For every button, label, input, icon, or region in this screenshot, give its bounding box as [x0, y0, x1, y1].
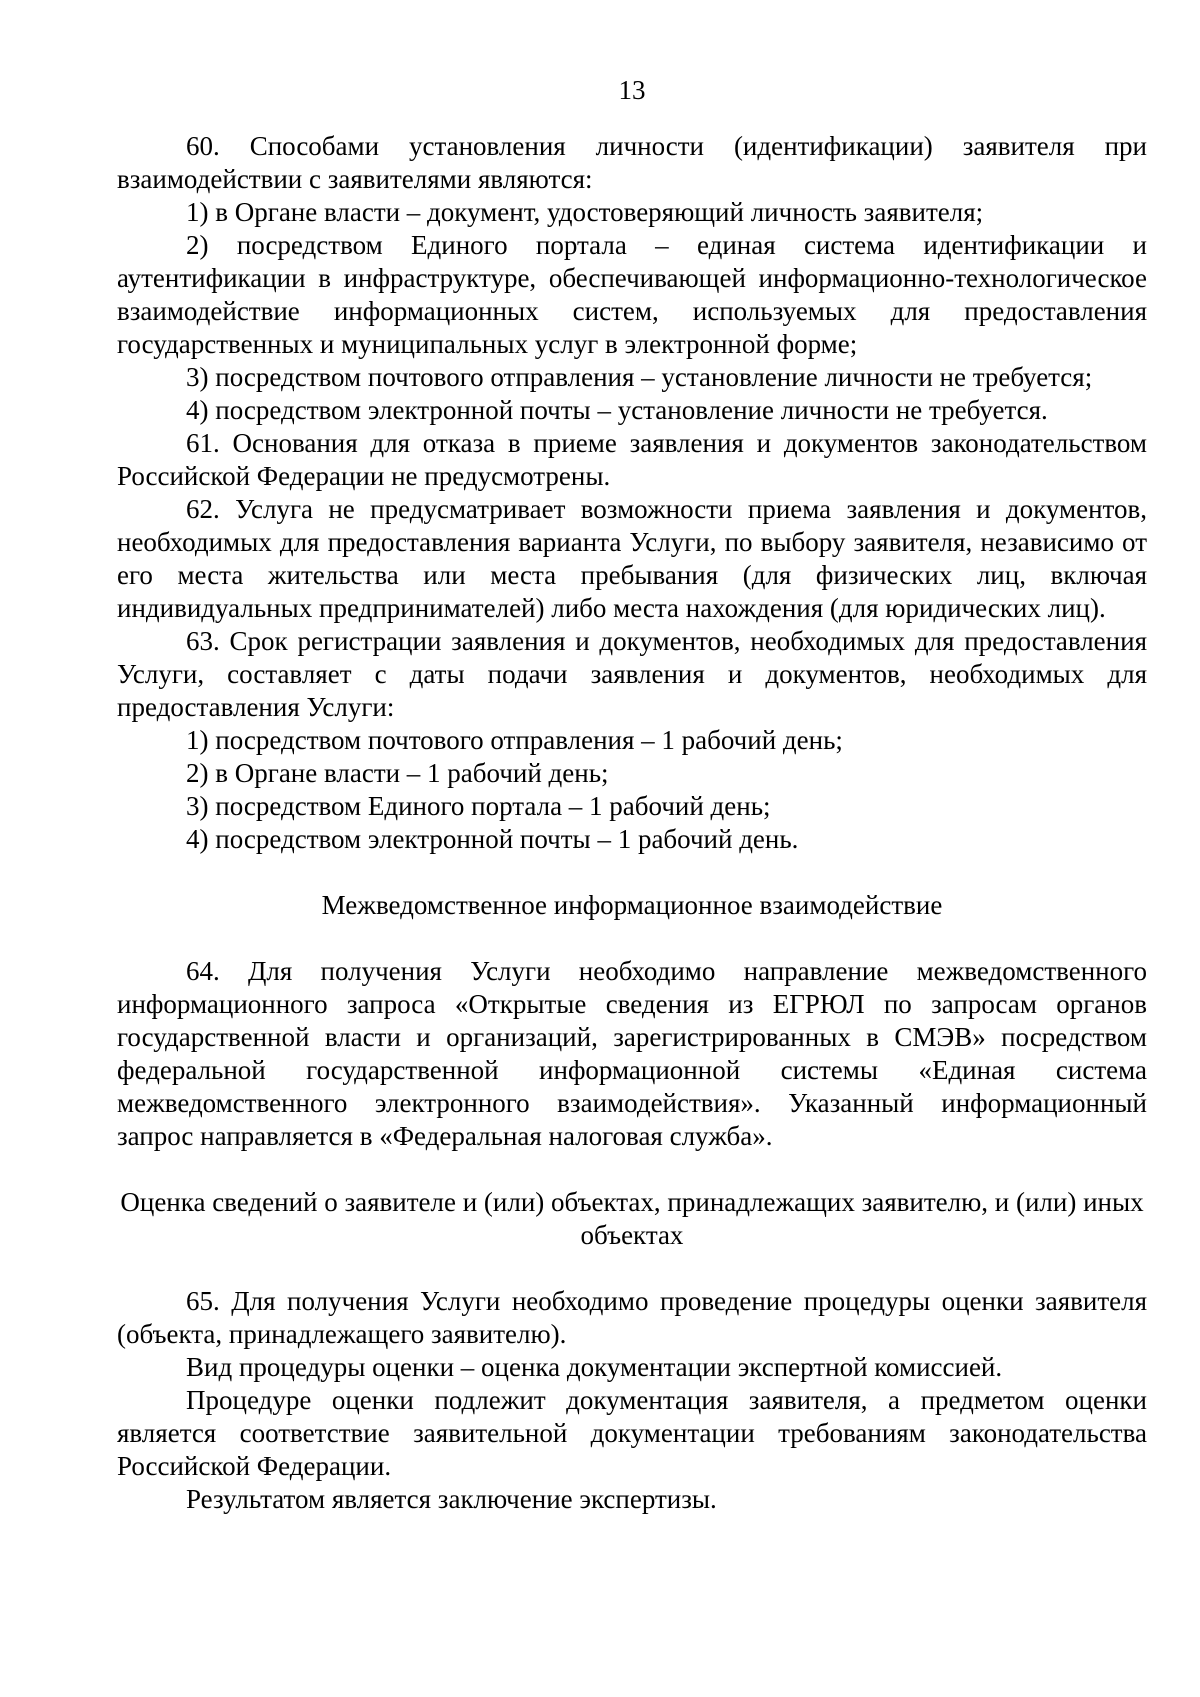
paragraph-65: 65. Для получения Услуги необходимо проведение процедуры оценки заявителя (объекта, принадлежащего заявителю). — [117, 1286, 1147, 1349]
paragraph-65-result: Результатом является заключение экспертизы. — [186, 1484, 717, 1514]
paragraph-63-item-4: 4) посредством электронной почты – 1 рабочий день. — [186, 824, 799, 854]
document-page — [117, 0, 1147, 1697]
paragraph-64: 64. Для получения Услуги необходимо направление межведомственного информационного запроса «Открытые сведения из ЕГРЮЛ по запросам органов государственной власти и организаций, зарегистрированных в СМЭВ» посредством федеральной государственной информационной системы «Единая система межведомственного электронного взаимодействия». Указанный информационный запрос направляется в «Федеральная налоговая служба». — [117, 956, 1147, 1151]
paragraph-60-item-2: 2) посредством Единого портала – единая система идентификации и аутентификации в инфраструктуре, обеспечивающей информационно-технологическое взаимодействие информационных систем, используемых для предоставления государственных и муниципальных услуг в электронной форме; — [117, 230, 1147, 359]
document-body — [117, 130, 1147, 1516]
paragraph-65-assessment-subject: Процедуре оценки подлежит документация заявителя, а предметом оценки является соответствие заявительной документации требованиям законодательства Российской Федерации. — [117, 1385, 1147, 1481]
paragraph-60-item-3: 3) посредством почтового отправления – установление личности не требуется; — [186, 362, 1093, 392]
paragraph-60: 60. Способами установления личности (идентификации) заявителя при взаимодействии с заявителями являются: — [117, 131, 1147, 194]
paragraph-63: 63. Срок регистрации заявления и документов, необходимых для предоставления Услуги, составляет с даты подачи заявления и документов, необходимых для предоставления Услуги: — [117, 626, 1147, 722]
paragraph-63-item-2: 2) в Органе власти – 1 рабочий день; — [186, 758, 609, 788]
section-heading-assessment: Оценка сведений о заявителе и (или) объектах, принадлежащих заявителю, и (или) иных объектах — [120, 1187, 1144, 1250]
section-heading-interagency: Межведомственное информационное взаимодействие — [321, 890, 943, 920]
paragraph-60-item-4: 4) посредством электронной почты – установление личности не требуется. — [186, 395, 1048, 425]
paragraph-65-assessment-type: Вид процедуры оценки – оценка документации экспертной комиссией. — [186, 1352, 1003, 1382]
paragraph-63-item-3: 3) посредством Единого портала – 1 рабочий день; — [186, 791, 771, 821]
paragraph-62: 62. Услуга не предусматривает возможности приема заявления и документов, необходимых для предоставления варианта Услуги, по выбору заявителя, независимо от его места жительства или места пребывания (для физических лиц, включая индивидуальных предпринимателей) либо места нахождения (для юридических лиц). — [117, 494, 1147, 623]
paragraph-60-item-1: 1) в Органе власти – документ, удостоверяющий личность заявителя; — [186, 197, 984, 227]
paragraph-63-item-1: 1) посредством почтового отправления – 1 рабочий день; — [186, 725, 843, 755]
page-number: 13 — [618, 75, 646, 105]
paragraph-61: 61. Основания для отказа в приеме заявления и документов законодательством Российской Федерации не предусмотрены. — [117, 428, 1147, 491]
